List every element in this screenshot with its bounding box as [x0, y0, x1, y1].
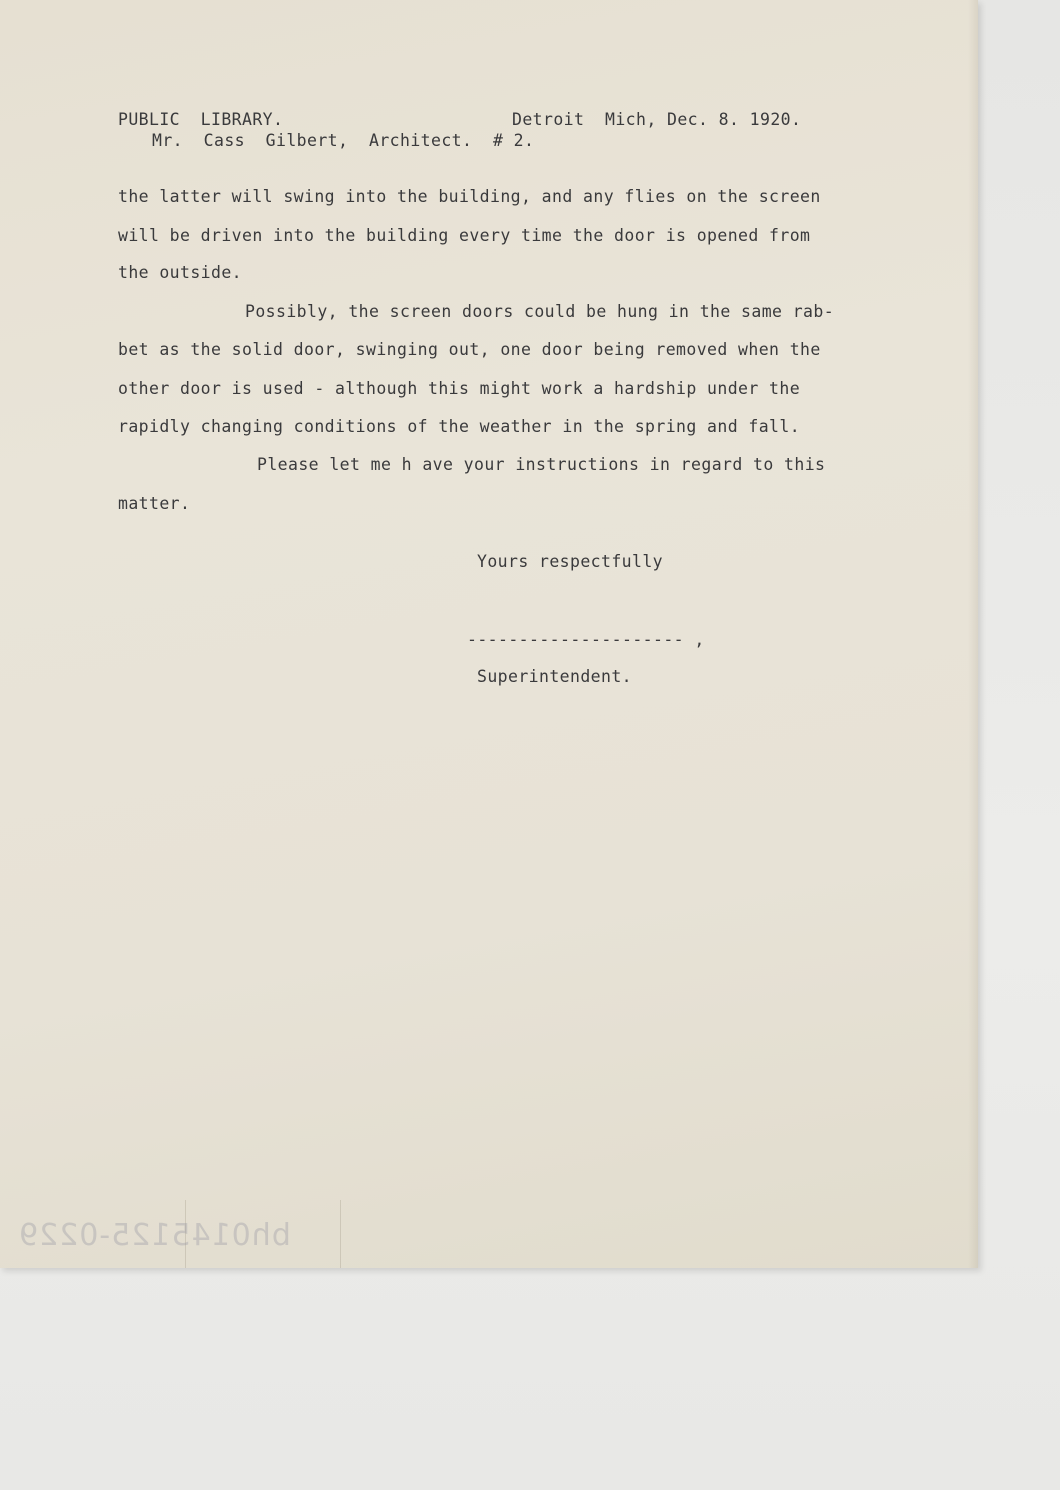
- body-line: matter.: [118, 494, 191, 513]
- body-line: Possibly, the screen doors could be hung in the same rab-: [245, 302, 835, 321]
- place-and-date: Detroit Mich, Dec. 8. 1920.: [512, 110, 802, 129]
- body-line: the outside.: [118, 263, 243, 282]
- body-line: the latter will swing into the building, and any flies on the screen: [118, 187, 821, 206]
- archive-stamp: bh0145125-0229: [18, 1218, 291, 1253]
- signatory-title: Superintendent.: [477, 667, 633, 686]
- closing-salutation: Yours respectfully: [477, 552, 664, 571]
- body-line: Please let me h ave your instructions in regard to this: [257, 455, 826, 474]
- institution-heading: PUBLIC LIBRARY.: [118, 110, 284, 129]
- paper-fold-mark: [340, 1200, 341, 1268]
- body-line: bet as the solid door, swinging out, one door being removed when the: [118, 340, 821, 359]
- addressee-and-page-number: Mr. Cass Gilbert, Architect. # 2.: [152, 131, 535, 150]
- body-line: rapidly changing conditions of the weather in the spring and fall.: [118, 417, 801, 436]
- signature-line: --------------------- ,: [467, 630, 705, 649]
- body-line: will be driven into the building every time the door is opened from: [118, 226, 811, 245]
- body-line: other door is used - although this might work a hardship under the: [118, 379, 801, 398]
